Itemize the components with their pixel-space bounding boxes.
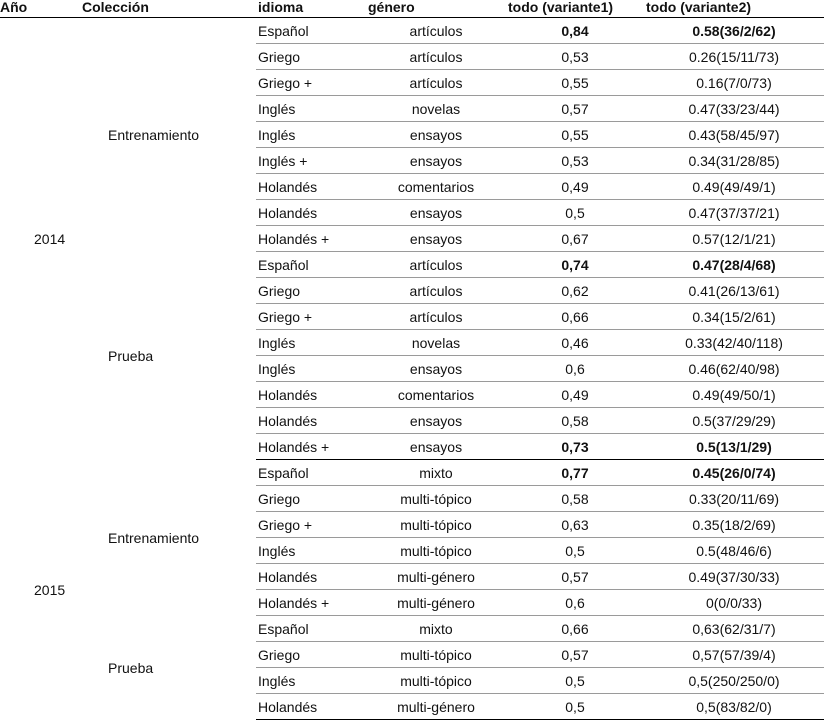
variante2-cell: 0.58(36/2/62) <box>644 18 824 44</box>
variante1-cell: 0,5 <box>506 668 644 694</box>
collection-cell: Entrenamiento <box>108 529 200 546</box>
genero-cell: multi-género <box>366 590 506 616</box>
variante2-cell: 0,5(250/250/0) <box>644 668 824 694</box>
idioma-cell: Inglés <box>256 356 366 382</box>
genero-cell: ensayos <box>366 434 506 460</box>
table-row <box>0 252 824 278</box>
variante2-cell: 0.34(15/2/61) <box>644 304 824 330</box>
variante1-cell: 0,62 <box>506 278 644 304</box>
variante1-cell: 0,57 <box>506 564 644 590</box>
variante1-cell: 0,84 <box>506 18 644 44</box>
table-row <box>0 616 824 642</box>
variante2-cell: 0.33(20/11/69) <box>644 486 824 512</box>
variante2-cell: 0.49(49/50/1) <box>644 382 824 408</box>
variante1-cell: 0,66 <box>506 616 644 642</box>
genero-cell: ensayos <box>366 226 506 252</box>
variante2-cell: 0,5(83/82/0) <box>644 694 824 720</box>
header-variante2: todo (variante2) <box>644 0 824 18</box>
idioma-cell: Holandés <box>256 174 366 200</box>
genero-cell: comentarios <box>366 382 506 408</box>
genero-cell: multi-tópico <box>366 642 506 668</box>
header-row <box>0 0 824 18</box>
header-ano: Año <box>0 0 80 18</box>
variante2-cell: 0.35(18/2/69) <box>644 512 824 538</box>
variante2-cell: 0.57(12/1/21) <box>644 226 824 252</box>
idioma-cell: Español <box>256 252 366 278</box>
variante1-cell: 0,63 <box>506 512 644 538</box>
idioma-cell: Inglés <box>256 668 366 694</box>
variante2-cell: 0,57(57/39/4) <box>644 642 824 668</box>
genero-cell: ensayos <box>366 122 506 148</box>
variante1-cell: 0,55 <box>506 70 644 96</box>
variante1-cell: 0,74 <box>506 252 644 278</box>
genero-cell: artículos <box>366 70 506 96</box>
variante1-cell: 0,58 <box>506 408 644 434</box>
idioma-cell: Griego <box>256 44 366 70</box>
table-body <box>0 18 824 720</box>
idioma-cell: Griego <box>256 486 366 512</box>
header-genero: género <box>366 0 506 18</box>
genero-cell: artículos <box>366 44 506 70</box>
variante2-cell: 0.47(28/4/68) <box>644 252 824 278</box>
idioma-cell: Español <box>256 616 366 642</box>
variante1-cell: 0,53 <box>506 44 644 70</box>
variante2-cell: 0.49(37/30/33) <box>644 564 824 590</box>
genero-cell: comentarios <box>366 174 506 200</box>
idioma-cell: Griego + <box>256 304 366 330</box>
genero-cell: artículos <box>366 304 506 330</box>
variante2-cell: 0.26(15/11/73) <box>644 44 824 70</box>
genero-cell: multi-tópico <box>366 538 506 564</box>
genero-cell: mixto <box>366 460 506 486</box>
idioma-cell: Inglés <box>256 96 366 122</box>
variante1-cell: 0,57 <box>506 96 644 122</box>
idioma-cell: Griego + <box>256 70 366 96</box>
idioma-cell: Holandés + <box>256 226 366 252</box>
idioma-cell: Holandés <box>256 382 366 408</box>
genero-cell: ensayos <box>366 200 506 226</box>
genero-cell: artículos <box>366 252 506 278</box>
genero-cell: multi-género <box>366 694 506 720</box>
variante1-cell: 0,77 <box>506 460 644 486</box>
variante2-cell: 0(0/0/33) <box>644 590 824 616</box>
genero-cell: multi-tópico <box>366 512 506 538</box>
variante2-cell: 0.5(48/46/6) <box>644 538 824 564</box>
variante1-cell: 0,49 <box>506 174 644 200</box>
genero-cell: artículos <box>366 278 506 304</box>
idioma-cell: Inglés <box>256 122 366 148</box>
variante2-cell: 0.5(37/29/29) <box>644 408 824 434</box>
collection-cell: Prueba <box>108 347 154 364</box>
genero-cell: novelas <box>366 96 506 122</box>
idioma-cell: Inglés <box>256 538 366 564</box>
table-row <box>0 460 824 486</box>
variante2-cell: 0.33(42/40/118) <box>644 330 824 356</box>
variante1-cell: 0,46 <box>506 330 644 356</box>
variante1-cell: 0,5 <box>506 694 644 720</box>
idioma-cell: Español <box>256 18 366 44</box>
idioma-cell: Inglés + <box>256 148 366 174</box>
genero-cell: multi-tópico <box>366 668 506 694</box>
variante1-cell: 0,67 <box>506 226 644 252</box>
idioma-cell: Holandés + <box>256 590 366 616</box>
genero-cell: mixto <box>366 616 506 642</box>
variante1-cell: 0,5 <box>506 538 644 564</box>
variante1-cell: 0,66 <box>506 304 644 330</box>
idioma-cell: Holandés <box>256 408 366 434</box>
genero-cell: ensayos <box>366 148 506 174</box>
year-cell: 2014 <box>34 230 66 247</box>
genero-cell: artículos <box>366 18 506 44</box>
idioma-cell: Holandés + <box>256 434 366 460</box>
genero-cell: ensayos <box>366 408 506 434</box>
variante2-cell: 0.45(26/0/74) <box>644 460 824 486</box>
variante1-cell: 0,55 <box>506 122 644 148</box>
variante1-cell: 0,6 <box>506 356 644 382</box>
variante1-cell: 0,6 <box>506 590 644 616</box>
idioma-cell: Holandés <box>256 564 366 590</box>
variante1-cell: 0,57 <box>506 642 644 668</box>
idioma-cell: Griego + <box>256 512 366 538</box>
variante2-cell: 0.43(58/45/97) <box>644 122 824 148</box>
variante2-cell: 0.47(37/37/21) <box>644 200 824 226</box>
idioma-cell: Español <box>256 460 366 486</box>
variante2-cell: 0.49(49/49/1) <box>644 174 824 200</box>
header-variante1: todo (variante1) <box>506 0 644 18</box>
table-row <box>0 18 824 44</box>
header-coleccion: Colección <box>80 0 256 18</box>
variante2-cell: 0.5(13/1/29) <box>644 434 824 460</box>
variante2-cell: 0.47(33/23/44) <box>644 96 824 122</box>
variante1-cell: 0,5 <box>506 200 644 226</box>
genero-cell: multi-género <box>366 564 506 590</box>
variante2-cell: 0.46(62/40/98) <box>644 356 824 382</box>
idioma-cell: Holandés <box>256 200 366 226</box>
collection-cell: Entrenamiento <box>108 126 200 143</box>
variante2-cell: 0.16(7/0/73) <box>644 70 824 96</box>
idioma-cell: Inglés <box>256 330 366 356</box>
idioma-cell: Griego <box>256 278 366 304</box>
idioma-cell: Holandés <box>256 694 366 720</box>
variante2-cell: 0.41(26/13/61) <box>644 278 824 304</box>
variante2-cell: 0.34(31/28/85) <box>644 148 824 174</box>
variante2-cell: 0,63(62/31/7) <box>644 616 824 642</box>
year-cell: 2015 <box>34 581 66 598</box>
variante1-cell: 0,53 <box>506 148 644 174</box>
idioma-cell: Griego <box>256 642 366 668</box>
genero-cell: ensayos <box>366 356 506 382</box>
variante1-cell: 0,49 <box>506 382 644 408</box>
collection-cell: Prueba <box>108 659 154 676</box>
genero-cell: multi-tópico <box>366 486 506 512</box>
variante1-cell: 0,73 <box>506 434 644 460</box>
variante1-cell: 0,58 <box>506 486 644 512</box>
header-idioma: idioma <box>256 0 366 18</box>
genero-cell: novelas <box>366 330 506 356</box>
